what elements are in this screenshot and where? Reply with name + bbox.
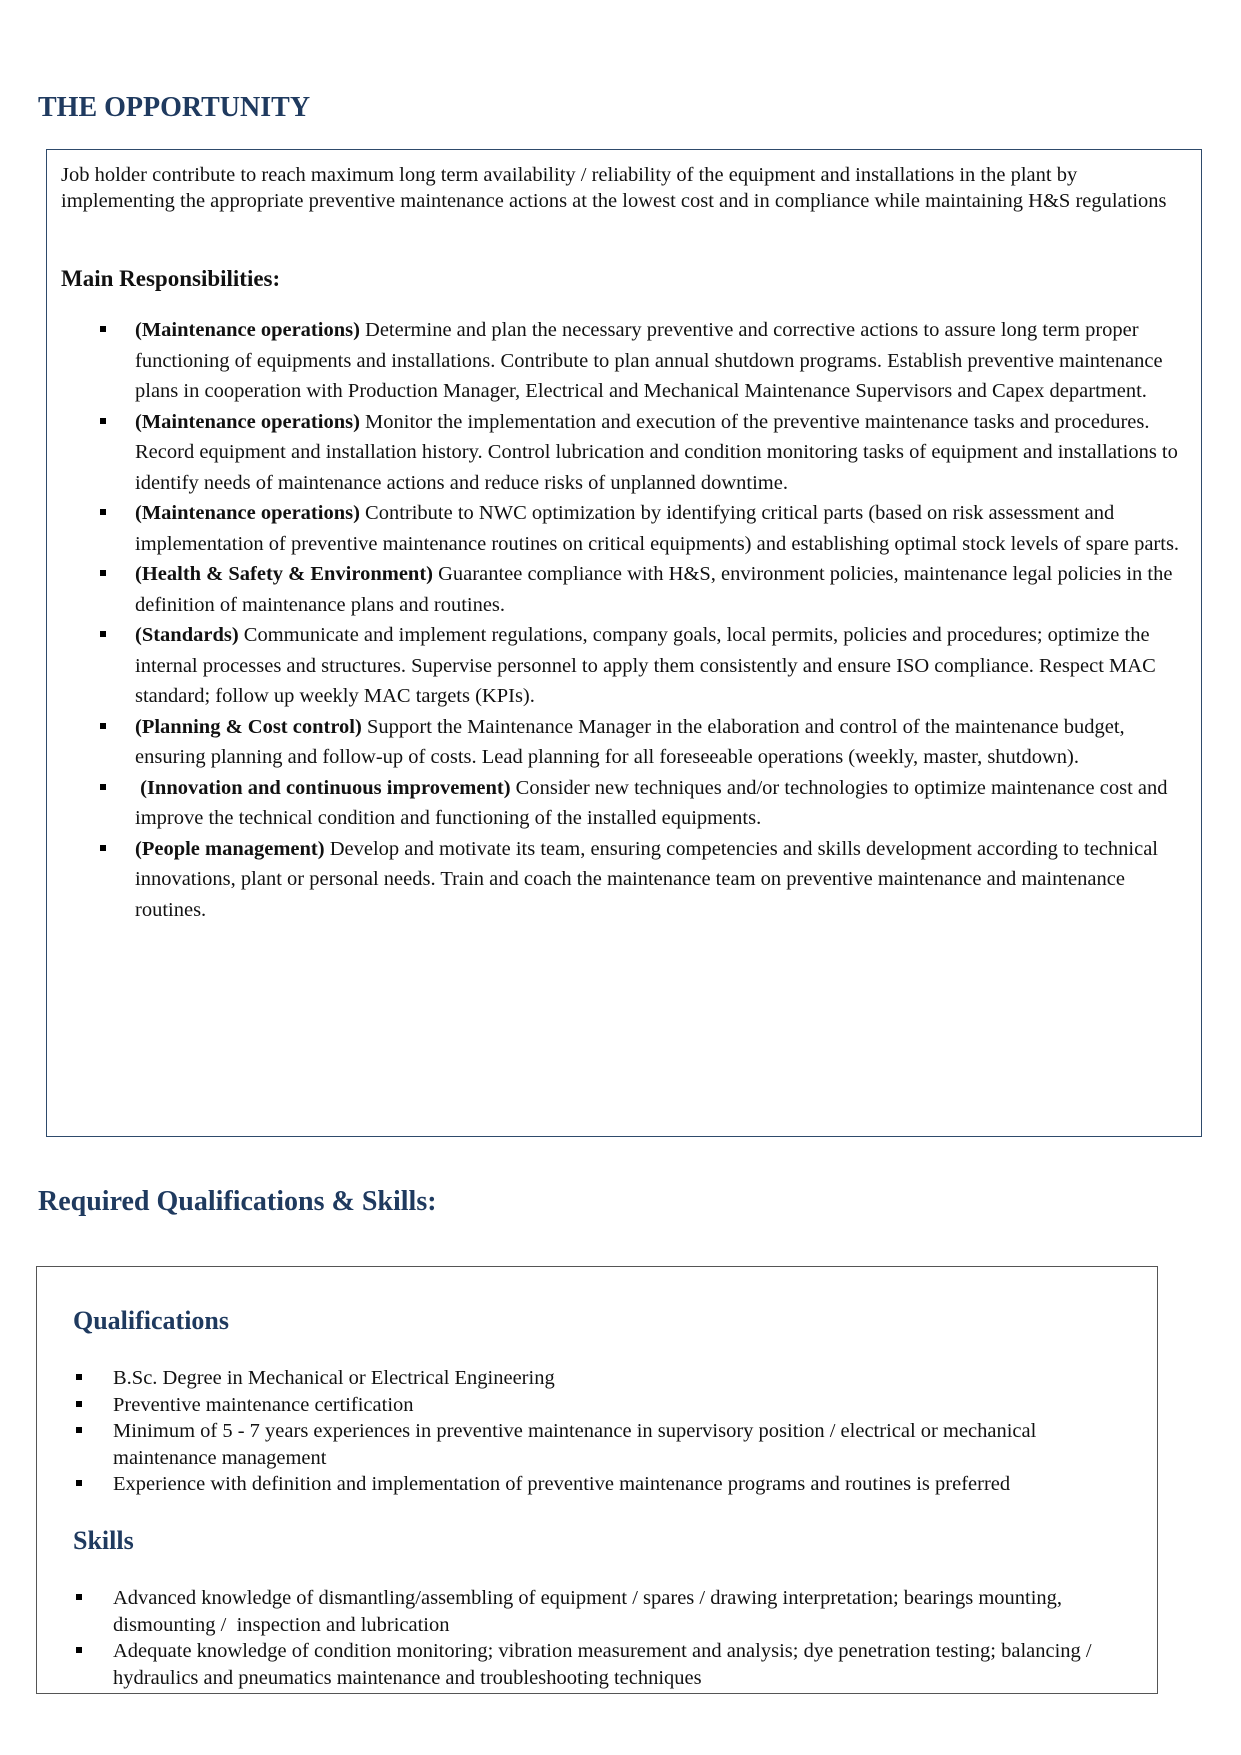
bullet-icon	[100, 784, 106, 790]
qualification-item	[37, 1365, 1137, 1392]
responsibility-label: (Planning & Cost control)	[135, 715, 362, 738]
skill-item-text: Adequate knowledge of condition monitoring; vibration measurement and analysis; dye penetration testing; balancing / hydraulics and pneumatics maintenance and troubleshooting techniques	[113, 1640, 1097, 1689]
responsibility-text: Monitor the implementation and execution of the preventive maintenance tasks and procedures. Record equipment and installation history. Control lubrication and condition monitoring tasks of equipment and installations to identify needs of maintenance actions and reduce risks of unplanned downtime.	[135, 410, 1178, 494]
bullet-icon	[76, 1480, 82, 1486]
responsibility-label: (Standards)	[135, 624, 239, 646]
qualifications-heading: Qualifications	[73, 1306, 230, 1335]
skill-item	[37, 1585, 1137, 1638]
responsibility-label: (Innovation and continuous improvement)	[135, 776, 511, 799]
bullet-icon	[100, 723, 106, 729]
opportunity-intro: Job holder contribute to reach maximum long term availability / reliability of the equipment and installations in the plant by implementing the appropriate preventive maintenance actions at the lowest cost and in compliance while maintaining H&S regulations	[61, 164, 1167, 212]
responsibility-label: (Health & Safety & Environment)	[135, 563, 433, 585]
skill-item-text: Advanced knowledge of dismantling/assembling of equipment / spares / drawing interpretation; bearings mounting, dismounting / inspection and lubrication	[113, 1587, 1068, 1636]
qualification-item	[37, 1471, 1137, 1498]
qualification-item	[37, 1392, 1137, 1419]
qualification-item	[37, 1418, 1137, 1471]
responsibility-item	[47, 773, 1185, 834]
responsibility-item	[47, 498, 1185, 559]
responsibility-text: Determine and plan the necessary preventive and corrective actions to assure long term proper functioning of equipments and installations. Contribute to plan annual shutdown programs. Establish preventive maintenance plans in cooperation with Production Manager, Electrical and Mechanical Maintenance Supervisors and Capex department.	[135, 319, 1163, 402]
opportunity-box	[46, 149, 1202, 1137]
responsibility-item	[47, 559, 1185, 620]
bullet-icon	[100, 631, 106, 637]
responsibility-item	[47, 834, 1185, 926]
responsibility-label: (Maintenance operations)	[135, 502, 360, 524]
bullet-icon	[76, 1427, 82, 1433]
responsibility-item	[47, 407, 1185, 499]
responsibility-label: (Maintenance operations)	[135, 410, 360, 433]
responsibility-item	[47, 712, 1185, 773]
qualification-item-text: Experience with definition and implementation of preventive maintenance programs and routines is preferred	[113, 1473, 1011, 1495]
bullet-icon	[100, 845, 106, 851]
responsibility-label: (People management)	[135, 837, 325, 860]
responsibilities-list	[47, 315, 1185, 925]
responsibility-text: Contribute to NWC optimization by identifying critical parts (based on risk assessment and implementation of preventive maintenance routines on critical equipments) and establishing optimal stock levels of spare parts.	[135, 502, 1180, 555]
bullet-icon	[100, 509, 106, 515]
skills-list	[37, 1585, 1137, 1691]
opportunity-heading: THE OPPORTUNITY	[38, 92, 311, 123]
qualification-item-text: Minimum of 5 - 7 years experiences in preventive maintenance in supervisory position / electrical or mechanical maintenance management	[113, 1420, 1042, 1469]
bullet-icon	[76, 1647, 82, 1653]
required-heading: Required Qualifications & Skills:	[38, 1186, 437, 1217]
bullet-icon	[76, 1401, 82, 1407]
responsibility-item	[47, 620, 1185, 712]
responsibility-label: (Maintenance operations)	[135, 319, 360, 341]
bullet-icon	[76, 1594, 82, 1600]
responsibility-text: Communicate and implement regulations, company goals, local permits, policies and procedures; optimize the internal processes and structures. Supervise personnel to apply them consistently and ensure ISO compliance. Respect MAC standard; follow up weekly MAC targets (KPIs).	[135, 624, 1156, 707]
responsibility-text: Develop and motivate its team, ensuring competencies and skills development according to technical innovations, plant or personal needs. Train and coach the maintenance team on preventive maintenance and maintenance routines.	[135, 837, 1158, 921]
responsibility-text: Guarantee compliance with H&S, environment policies, maintenance legal policies in the definition of maintenance plans and routines.	[135, 563, 1173, 616]
qualification-item-text: B.Sc. Degree in Mechanical or Electrical Engineering	[113, 1367, 555, 1389]
qualification-item-text: Preventive maintenance certification	[113, 1393, 414, 1416]
responsibility-text: Consider new techniques and/or technologies to optimize maintenance cost and improve the technical condition and functioning of the installed equipments.	[135, 776, 1168, 829]
qualifications-list	[37, 1365, 1137, 1498]
bullet-icon	[100, 570, 106, 576]
responsibility-item	[47, 315, 1185, 407]
bullet-icon	[100, 326, 106, 332]
qualifications-skills-box	[36, 1266, 1158, 1694]
bullet-icon	[100, 418, 106, 424]
bullet-icon	[76, 1374, 82, 1380]
skill-item	[37, 1638, 1137, 1691]
skills-heading: Skills	[73, 1526, 134, 1555]
responsibility-text: Support the Maintenance Manager in the elaboration and control of the maintenance budget, ensuring planning and follow-up of costs. Lead planning for all foreseeable operations (weekly, master, shutdown).	[135, 715, 1125, 768]
main-responsibilities-heading: Main Responsibilities:	[61, 266, 281, 291]
